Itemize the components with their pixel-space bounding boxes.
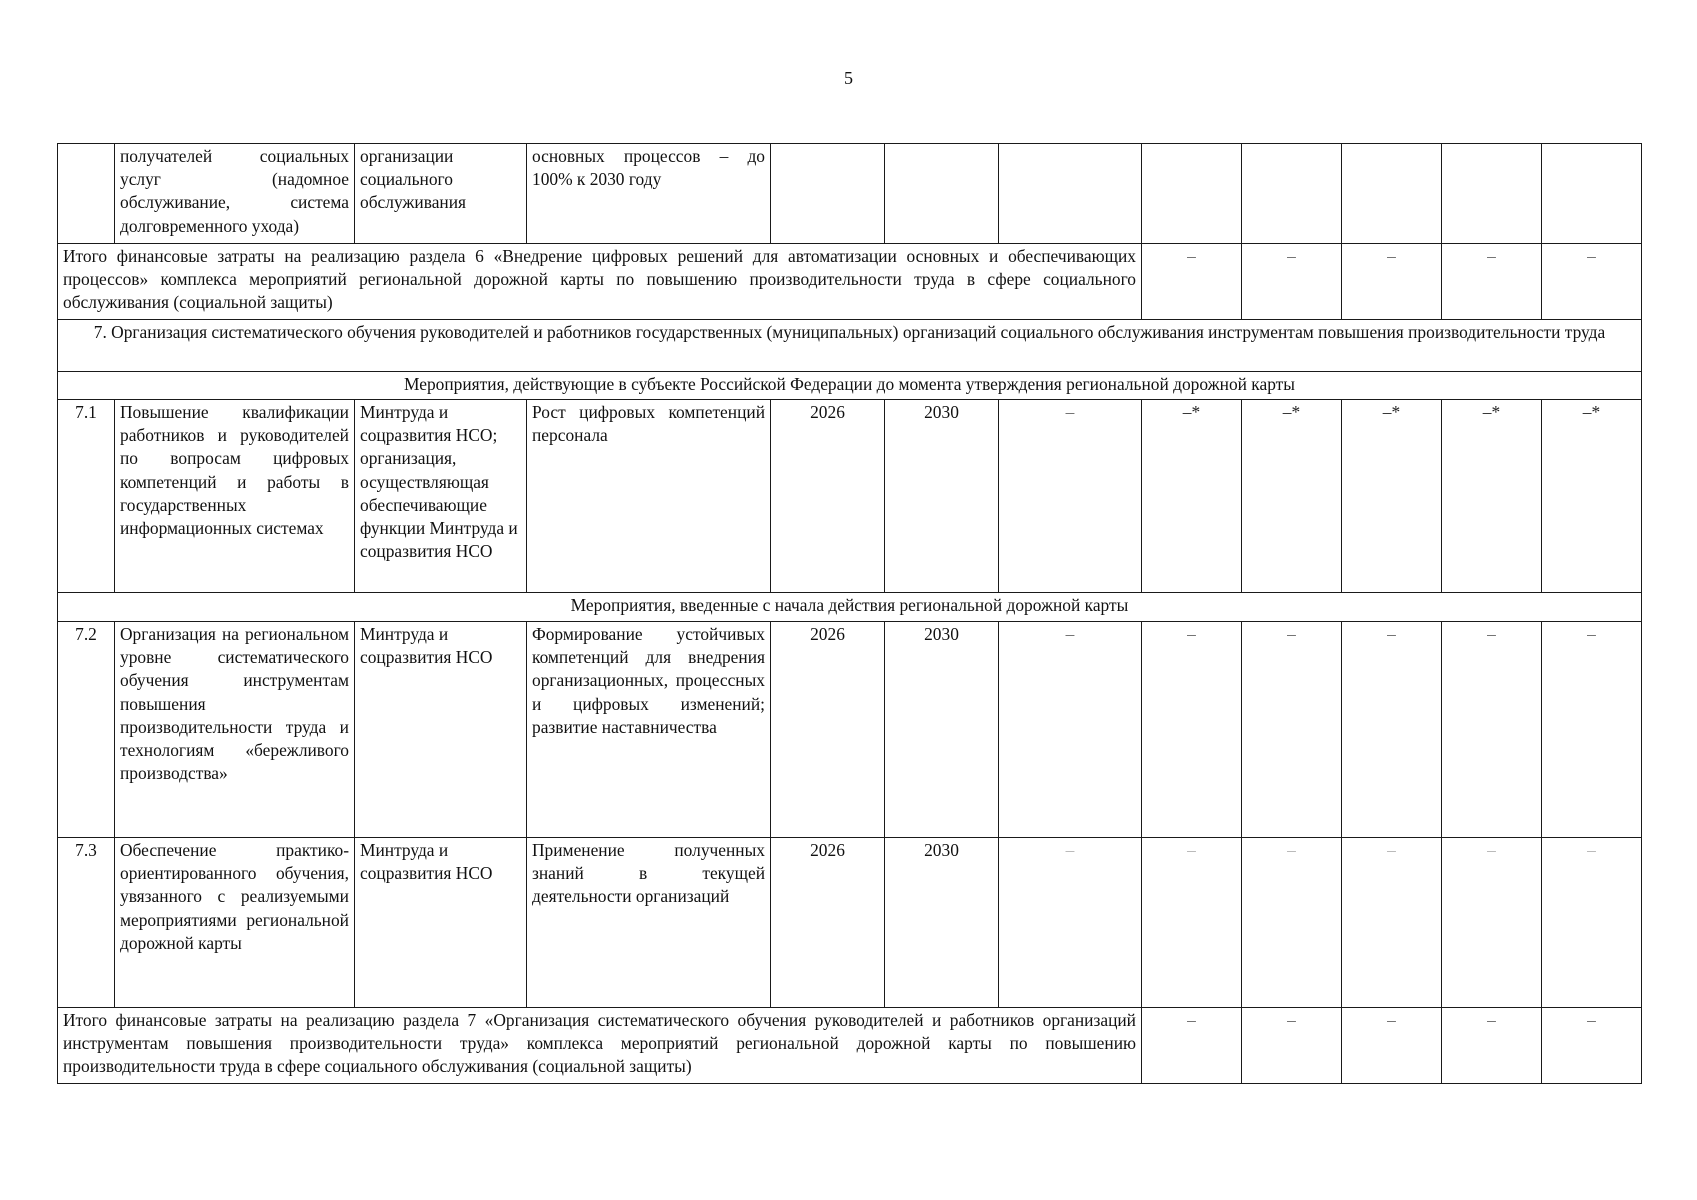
cell-result: Формирование устойчивых компетенций для внедрения организационных, процессных и цифровых изменений; развитие наставничества: [527, 622, 771, 838]
cell-result: Рост цифровых компетенций персонала: [527, 400, 771, 593]
total-6-value: –: [1142, 244, 1242, 320]
roadmap-table: [57, 143, 1642, 1084]
cell-executor: Минтруда и соцразвития НСО: [355, 838, 527, 1008]
cell-value: –: [1442, 838, 1542, 1008]
section-7-heading-row: [58, 320, 1642, 372]
cell-value: –: [1342, 838, 1442, 1008]
cell-col7: –: [999, 622, 1142, 838]
cell-value: [1542, 144, 1642, 244]
cell-value: –*: [1342, 400, 1442, 593]
subsection-new-title: Мероприятия, введенные с начала действия региональной дорожной карты: [58, 593, 1642, 622]
cell-start: 2026: [771, 838, 885, 1008]
subsection-existing-row: [58, 372, 1642, 400]
table-row-7-1: [58, 400, 1642, 593]
cell-num: 7.2: [58, 622, 115, 838]
cell-value: –: [1542, 622, 1642, 838]
cell-value: [1142, 144, 1242, 244]
cell-executor: Минтруда и соцразвития НСО; организация, осуществляющая обеспечивающие функции Минтруда и соцразвития НСО: [355, 400, 527, 593]
cell-value: –*: [1542, 400, 1642, 593]
cell-value: –: [1242, 622, 1342, 838]
total-7-value: –: [1342, 1008, 1442, 1084]
cell-name: Повышение квалификации работников и руководителей по вопросам цифровых компетенций и работы в государственных информационных системах: [115, 400, 355, 593]
cell-num: [58, 144, 115, 244]
cell-value: –*: [1142, 400, 1242, 593]
subsection-new-row: [58, 593, 1642, 622]
cell-name: получателей социальных услуг (надомное обслуживание, система долговременного ухода): [115, 144, 355, 244]
cell-executor: организации социального обслуживания: [355, 144, 527, 244]
total-6-value: –: [1542, 244, 1642, 320]
table-row-7-3: [58, 838, 1642, 1008]
page-number: 5: [844, 68, 853, 88]
total-7-text: Итого финансовые затраты на реализацию раздела 7 «Организация систематического обучения руководителей и работников организаций инструментам повышения производительности труда» комплекса мероприятий региональной дорожной карты по повышению производительности труда в сфере социального обслуживания (социальной защиты): [58, 1008, 1142, 1084]
cell-num: 7.1: [58, 400, 115, 593]
total-7-value: –: [1142, 1008, 1242, 1084]
cell-value: –: [1542, 838, 1642, 1008]
cell-value: –: [1142, 838, 1242, 1008]
cell-result: Применение полученных знаний в текущей деятельности организаций: [527, 838, 771, 1008]
cell-start: [771, 144, 885, 244]
cell-value: –: [1142, 622, 1242, 838]
cell-start: 2026: [771, 400, 885, 593]
cell-end: 2030: [885, 838, 999, 1008]
cell-name: Обеспечение практико-ориентированного обучения, увязанного с реализуемыми мероприятиями региональной дорожной карты: [115, 838, 355, 1008]
total-6-value: –: [1442, 244, 1542, 320]
cell-name: Организация на региональном уровне систематического обучения инструментам повышения производительности труда и технологиям «бережливого производства»: [115, 622, 355, 838]
total-6-value: –: [1242, 244, 1342, 320]
table-row-7-2: [58, 622, 1642, 838]
cell-col7: [999, 144, 1142, 244]
cell-value: [1442, 144, 1542, 244]
total-6-text: Итого финансовые затраты на реализацию раздела 6 «Внедрение цифровых решений для автоматизации основных и обеспечивающих процессов» комплекса мероприятий региональной дорожной карты по повышению производительности труда в сфере социального обслуживания (социальной защиты): [58, 244, 1142, 320]
section-7-title: 7. Организация систематического обучения руководителей и работников государственных (муниципальных) организаций социального обслуживания инструментам повышения производительности труда: [58, 320, 1642, 372]
total-7-value: –: [1542, 1008, 1642, 1084]
cell-start: 2026: [771, 622, 885, 838]
total-7-value: –: [1242, 1008, 1342, 1084]
cell-value: –: [1442, 622, 1542, 838]
total-7-value: –: [1442, 1008, 1542, 1084]
cell-col7: –: [999, 400, 1142, 593]
total-6-value: –: [1342, 244, 1442, 320]
cell-value: [1242, 144, 1342, 244]
subsection-existing-title: Мероприятия, действующие в субъекте Российской Федерации до момента утверждения региональной дорожной карты: [58, 372, 1642, 400]
cell-col7: –: [999, 838, 1142, 1008]
cell-value: –: [1242, 838, 1342, 1008]
cell-end: 2030: [885, 622, 999, 838]
cell-value: –: [1342, 622, 1442, 838]
cell-num: 7.3: [58, 838, 115, 1008]
cell-result: основных процессов – до 100% к 2030 году: [527, 144, 771, 244]
cell-value: –*: [1242, 400, 1342, 593]
cell-end: [885, 144, 999, 244]
cell-value: [1342, 144, 1442, 244]
cell-executor: Минтруда и соцразвития НСО: [355, 622, 527, 838]
cell-end: 2030: [885, 400, 999, 593]
cell-value: –*: [1442, 400, 1542, 593]
total-row-section-6: [58, 244, 1642, 320]
table-row-continued: [58, 144, 1642, 244]
total-row-section-7: [58, 1008, 1642, 1084]
